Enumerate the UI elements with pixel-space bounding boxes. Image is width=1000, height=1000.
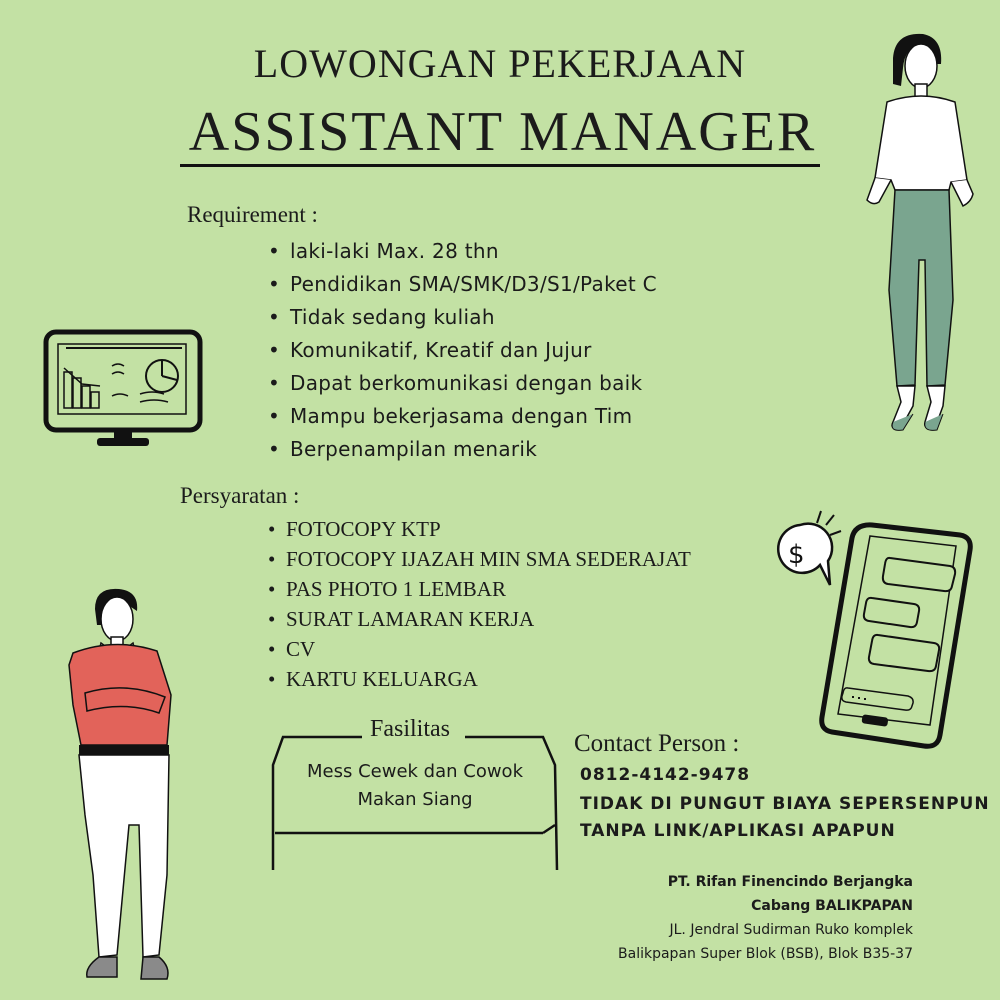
title-underline [180, 164, 820, 167]
requirement-heading: Requirement : [187, 202, 318, 227]
list-item: • KARTU KELUARGA [268, 664, 691, 694]
fasilitas-heading: Fasilitas [362, 716, 458, 743]
contact-heading: Contact Person : [574, 730, 740, 757]
job-title-heading: LOWONGAN PEKERJAAN [253, 41, 747, 86]
list-item: • Dapat berkomunikasi dengan baik [266, 367, 657, 400]
list-item: • Komunikatif, Kreatif dan Jujur [266, 334, 657, 367]
position-title: ASSISTANT MANAGER [188, 101, 817, 163]
requirement-list [266, 235, 657, 466]
list-item: • FOTOCOPY IJAZAH MIN SMA SEDERAJAT [268, 544, 691, 574]
list-item: • Tidak sedang kuliah [266, 301, 657, 334]
list-item: • CV [268, 634, 691, 664]
smartphone-chat-icon [812, 520, 977, 750]
no-link-note: TANPA LINK/APLIKASI APAPUN [580, 821, 896, 841]
man-illustration [55, 585, 190, 990]
monitor-chart-icon [42, 328, 204, 453]
persyaratan-heading: Persyaratan : [180, 483, 300, 508]
list-item: • SURAT LAMARAN KERJA [268, 604, 691, 634]
persyaratan-list [268, 514, 691, 694]
fasilitas-item: Mess Cewek dan Cowok [307, 761, 523, 782]
company-address-line1: JL. Jendral Sudirman Ruko komplek [669, 922, 913, 938]
woman-illustration [845, 30, 980, 435]
contact-phone: 0812-4142-9478 [580, 765, 751, 785]
company-branch: Cabang BALIKPAPAN [751, 898, 913, 914]
list-item: • Berpenampilan menarik [266, 433, 657, 466]
svg-text:$: $ [788, 540, 805, 570]
company-address-line2: Balikpapan Super Blok (BSB), Blok B35-37 [618, 946, 913, 962]
list-item: • PAS PHOTO 1 LEMBAR [268, 574, 691, 604]
list-item: • laki-laki Max. 28 thn [266, 235, 657, 268]
list-item: • Mampu bekerjasama dengan Tim [266, 400, 657, 433]
list-item: • FOTOCOPY KTP [268, 514, 691, 544]
list-item: • Pendidikan SMA/SMK/D3/S1/Paket C [266, 268, 657, 301]
fasilitas-item: Makan Siang [357, 789, 473, 810]
company-name: PT. Rifan Finencindo Berjangka [667, 874, 913, 890]
free-of-charge-note: TIDAK DI PUNGUT BIAYA SEPERSENPUN [580, 794, 990, 814]
